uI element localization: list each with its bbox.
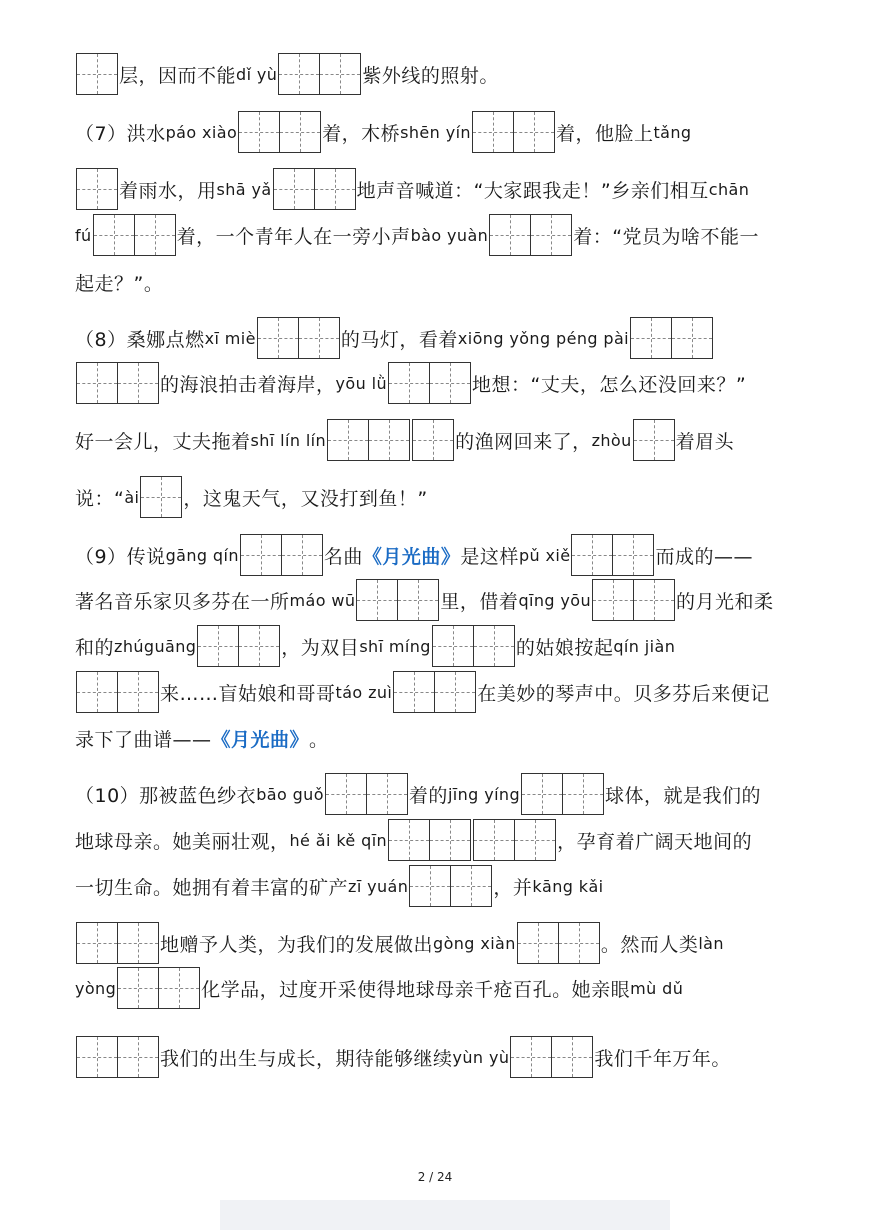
writing-grid-box[interactable] [613,534,654,576]
writing-grid-box[interactable] [388,362,430,404]
writing-grid-box[interactable] [76,1036,118,1078]
writing-grid-box[interactable] [430,819,471,861]
sentence-text: 的渔网回来了， [455,430,592,453]
page-bottom-edge [220,1200,670,1230]
sentence-text: 地赠予人类，为我们的发展做出 [160,933,434,956]
writing-grid-box[interactable] [432,625,474,667]
text-line [75,967,683,1009]
sentence-text: 紫外线的照射。 [362,64,499,87]
writing-grid-box[interactable] [76,671,118,713]
pinyin-prompt: hé ǎi kě qīn [289,830,388,850]
text-line [75,168,749,210]
writing-grid-box[interactable] [521,773,563,815]
sentence-text: 的月光和柔 [676,590,774,613]
writing-grid-box[interactable] [135,214,176,256]
sentence-text: 。然而人类 [600,933,699,956]
writing-grid-box[interactable] [325,773,367,815]
pinyin-prompt: yùn yù [452,1047,510,1067]
writing-grid-box[interactable] [159,967,200,1009]
pinyin-prompt: yòng [75,978,117,998]
text-line [75,773,761,815]
highlighted-title: 《月光曲》 [362,545,461,568]
writing-grid-box[interactable] [510,1036,552,1078]
pinyin-prompt: ài [124,487,140,507]
sentence-text: 地声音喊道：“大家跟我走！”乡亲们相互 [356,179,709,202]
writing-grid-box[interactable] [552,1036,593,1078]
answer-box-group[interactable] [489,214,572,256]
text-line [75,214,759,256]
writing-grid-box[interactable] [531,214,572,256]
answer-box-group[interactable] [571,534,654,576]
writing-grid-box[interactable] [280,111,321,153]
writing-grid-box[interactable] [571,534,613,576]
writing-grid-box[interactable] [514,111,555,153]
writing-grid-box[interactable] [672,317,713,359]
pinyin-prompt: tǎng [653,122,692,142]
pinyin-prompt: zhòu [591,430,632,450]
sentence-text: （10）那被蓝色纱衣 [75,784,257,807]
writing-grid-box[interactable] [118,922,159,964]
answer-box-group[interactable] [76,671,159,713]
pinyin-prompt: zī yuán [348,876,409,896]
writing-grid-box[interactable] [393,671,435,713]
sentence-text: 地想：“丈夫，怎么还没回来？” [472,373,747,396]
writing-grid-box[interactable] [451,865,492,907]
sentence-text: （9）传说 [75,545,166,568]
answer-box-group[interactable] [117,967,200,1009]
answer-box-group[interactable] [273,168,356,210]
pinyin-prompt: qīng yōu [518,590,592,610]
answer-box-group[interactable] [240,534,323,576]
answer-box-group[interactable] [325,773,408,815]
sentence-text: 名曲 [323,545,363,568]
text-line [75,579,774,621]
pinyin-prompt: làn [698,933,724,953]
writing-grid-box[interactable] [369,419,410,461]
sentence-text: 的马灯，看着 [340,328,458,351]
writing-grid-box[interactable] [273,168,315,210]
pinyin-prompt: dǐ yù [236,64,278,84]
writing-grid-box[interactable] [76,53,118,95]
writing-grid-box[interactable] [117,967,159,1009]
sentence-text: 着，木桥 [322,122,401,145]
pinyin-prompt: shī míng [359,636,431,656]
answer-box-group[interactable] [76,1036,159,1078]
answer-box-group[interactable] [409,865,492,907]
answer-box-group[interactable] [327,419,410,461]
sentence-text: 着：“党员为啥不能一 [573,225,760,248]
pinyin-prompt: mù dǔ [630,978,684,998]
highlighted-title: 《月光曲》 [211,728,310,751]
writing-grid-box[interactable] [367,773,408,815]
answer-box-group[interactable] [76,922,159,964]
answer-box-group[interactable] [633,419,675,461]
text-line [75,53,499,95]
writing-grid-box[interactable] [398,579,439,621]
sentence-text: 着的 [408,784,448,807]
sentence-text: 我们千年万年。 [594,1047,731,1070]
pinyin-prompt: shēn yín [400,122,471,142]
answer-box-group[interactable] [197,625,280,667]
pinyin-prompt: yōu lǜ [335,373,387,393]
answer-box-group[interactable] [521,773,604,815]
answer-box-group[interactable] [140,476,182,518]
text-line [75,476,428,518]
writing-grid-box[interactable] [563,773,604,815]
writing-grid-box[interactable] [388,819,430,861]
sentence-text: 里，借着 [440,590,519,613]
answer-box-group[interactable] [93,214,176,256]
sentence-text: 着雨水，用 [119,179,217,202]
answer-box-group[interactable] [257,317,340,359]
text-line [75,261,163,303]
writing-grid-box[interactable] [327,419,369,461]
answer-box-group[interactable] [517,922,600,964]
sentence-text: 来……盲姑娘和哥哥 [160,682,336,705]
text-line [75,419,734,461]
writing-grid-box[interactable] [474,625,515,667]
pinyin-prompt: gòng xiàn [433,933,516,953]
text-line [75,534,753,576]
text-line [75,865,604,907]
writing-grid-box[interactable] [473,819,515,861]
text-line [75,362,746,404]
page-number: 2 / 24 [417,1170,453,1184]
writing-grid-box[interactable] [489,214,531,256]
writing-grid-box[interactable] [76,362,118,404]
sentence-text: 着，一个青年人在一旁小声 [176,225,411,248]
pinyin-prompt: pǔ xiě [518,545,571,565]
writing-grid-box[interactable] [472,111,514,153]
answer-box-group[interactable] [76,362,159,404]
text-line [75,317,714,359]
answer-box-group[interactable] [278,53,361,95]
writing-grid-box[interactable] [430,362,471,404]
writing-grid-box[interactable] [634,579,675,621]
pinyin-prompt: bào yuàn [410,225,489,245]
pinyin-prompt: jīng yíng [447,784,521,804]
answer-box-group[interactable] [388,362,471,404]
pinyin-prompt: shā yǎ [216,179,272,199]
writing-grid-box[interactable] [517,922,559,964]
answer-box-group[interactable] [630,317,713,359]
writing-grid-box[interactable] [630,317,672,359]
sentence-text: ，这鬼天气，又没打到鱼！” [183,487,428,510]
sentence-text: 起走？”。 [75,272,164,295]
sentence-text: 我们的出生与成长，期待能够继续 [160,1047,453,1070]
pinyin-prompt: gāng qín [165,545,239,565]
sentence-text: 着，他脸上 [555,122,654,145]
writing-grid-box[interactable] [257,317,299,359]
writing-grid-box[interactable] [118,1036,159,1078]
writing-grid-box[interactable] [320,53,361,95]
writing-grid-box[interactable] [299,317,340,359]
answer-box-group[interactable] [393,671,476,713]
text-line [75,717,329,759]
writing-grid-box[interactable] [239,625,280,667]
writing-grid-box[interactable] [76,168,118,210]
writing-grid-box[interactable] [240,534,282,576]
sentence-text: 在美妙的琴声中。贝多芬后来便记 [477,682,770,705]
sentence-text: 录下了曲谱—— [75,728,212,751]
sentence-text: 化学品，过度开采使得地球母亲千疮百孔。她亲眼 [201,978,631,1001]
pinyin-prompt: máo wū [289,590,356,610]
sentence-text: 和的 [75,636,115,659]
writing-grid-box[interactable] [315,168,356,210]
writing-grid-box[interactable] [515,819,556,861]
text-line [75,819,752,861]
sentence-text: 地球母亲。她美丽壮观， [75,830,290,853]
sentence-text: ，并 [493,876,533,899]
sentence-text: 一切生命。她拥有着丰富的矿产 [75,876,349,899]
writing-grid-box[interactable] [278,53,320,95]
pinyin-prompt: páo xiào [165,122,238,142]
answer-box-group[interactable] [238,111,321,153]
writing-grid-box[interactable] [93,214,135,256]
sentence-text: 的海浪拍击着海岸， [160,373,336,396]
writing-grid-box[interactable] [412,419,454,461]
writing-grid-box[interactable] [435,671,476,713]
sentence-text: 。 [309,728,329,751]
answer-box-group[interactable] [388,819,471,861]
writing-grid-box[interactable] [559,922,600,964]
sentence-text: 说：“ [75,487,125,510]
answer-box-group[interactable] [510,1036,593,1078]
writing-grid-box[interactable] [140,476,182,518]
writing-grid-box[interactable] [633,419,675,461]
answer-box-group[interactable] [592,579,675,621]
sentence-text: ，为双目 [281,636,360,659]
writing-grid-box[interactable] [118,362,159,404]
sentence-text: 着眉头 [675,430,735,453]
pinyin-prompt: fú [75,225,92,245]
text-line [75,922,724,964]
sentence-text: 是这样 [460,545,519,568]
writing-grid-box[interactable] [197,625,239,667]
pinyin-prompt: qín jiàn [613,636,676,656]
pinyin-prompt: bāo guǒ [256,784,324,804]
answer-box-group[interactable] [432,625,515,667]
text-line [75,671,770,713]
sentence-text: 而成的—— [655,545,753,568]
writing-grid-box[interactable] [282,534,323,576]
pinyin-prompt: xī miè [204,328,256,348]
pinyin-prompt: chān [708,179,750,199]
sentence-text: （7）洪水 [75,122,166,145]
writing-grid-box[interactable] [409,865,451,907]
sentence-text: 层，因而不能 [119,64,237,87]
sentence-text: ，孕育着广阔天地间的 [557,830,753,853]
writing-grid-box[interactable] [238,111,280,153]
text-line [75,625,675,667]
answer-box-group[interactable] [76,168,118,210]
text-line [75,1036,731,1078]
answer-box-group[interactable] [356,579,439,621]
sentence-text: 球体，就是我们的 [605,784,762,807]
answer-box-group[interactable] [412,419,454,461]
sentence-text: （8）桑娜点燃 [75,328,205,351]
writing-grid-box[interactable] [356,579,398,621]
writing-grid-box[interactable] [592,579,634,621]
sentence-text: 著名音乐家贝多芬在一所 [75,590,290,613]
pinyin-prompt: táo zuì [335,682,393,702]
pinyin-prompt: kāng kǎi [532,876,604,896]
writing-grid-box[interactable] [76,922,118,964]
pinyin-prompt: shī lín lín [250,430,327,450]
sentence-text: 好一会儿，丈夫拖着 [75,430,251,453]
pinyin-prompt: xiōng yǒng péng pài [457,328,630,348]
sentence-text: 的姑娘按起 [515,636,614,659]
answer-box-group[interactable] [76,53,118,95]
pinyin-prompt: zhúguāng [114,636,197,656]
answer-box-group[interactable] [473,819,556,861]
text-line [75,111,691,153]
writing-grid-box[interactable] [118,671,159,713]
answer-box-group[interactable] [472,111,555,153]
